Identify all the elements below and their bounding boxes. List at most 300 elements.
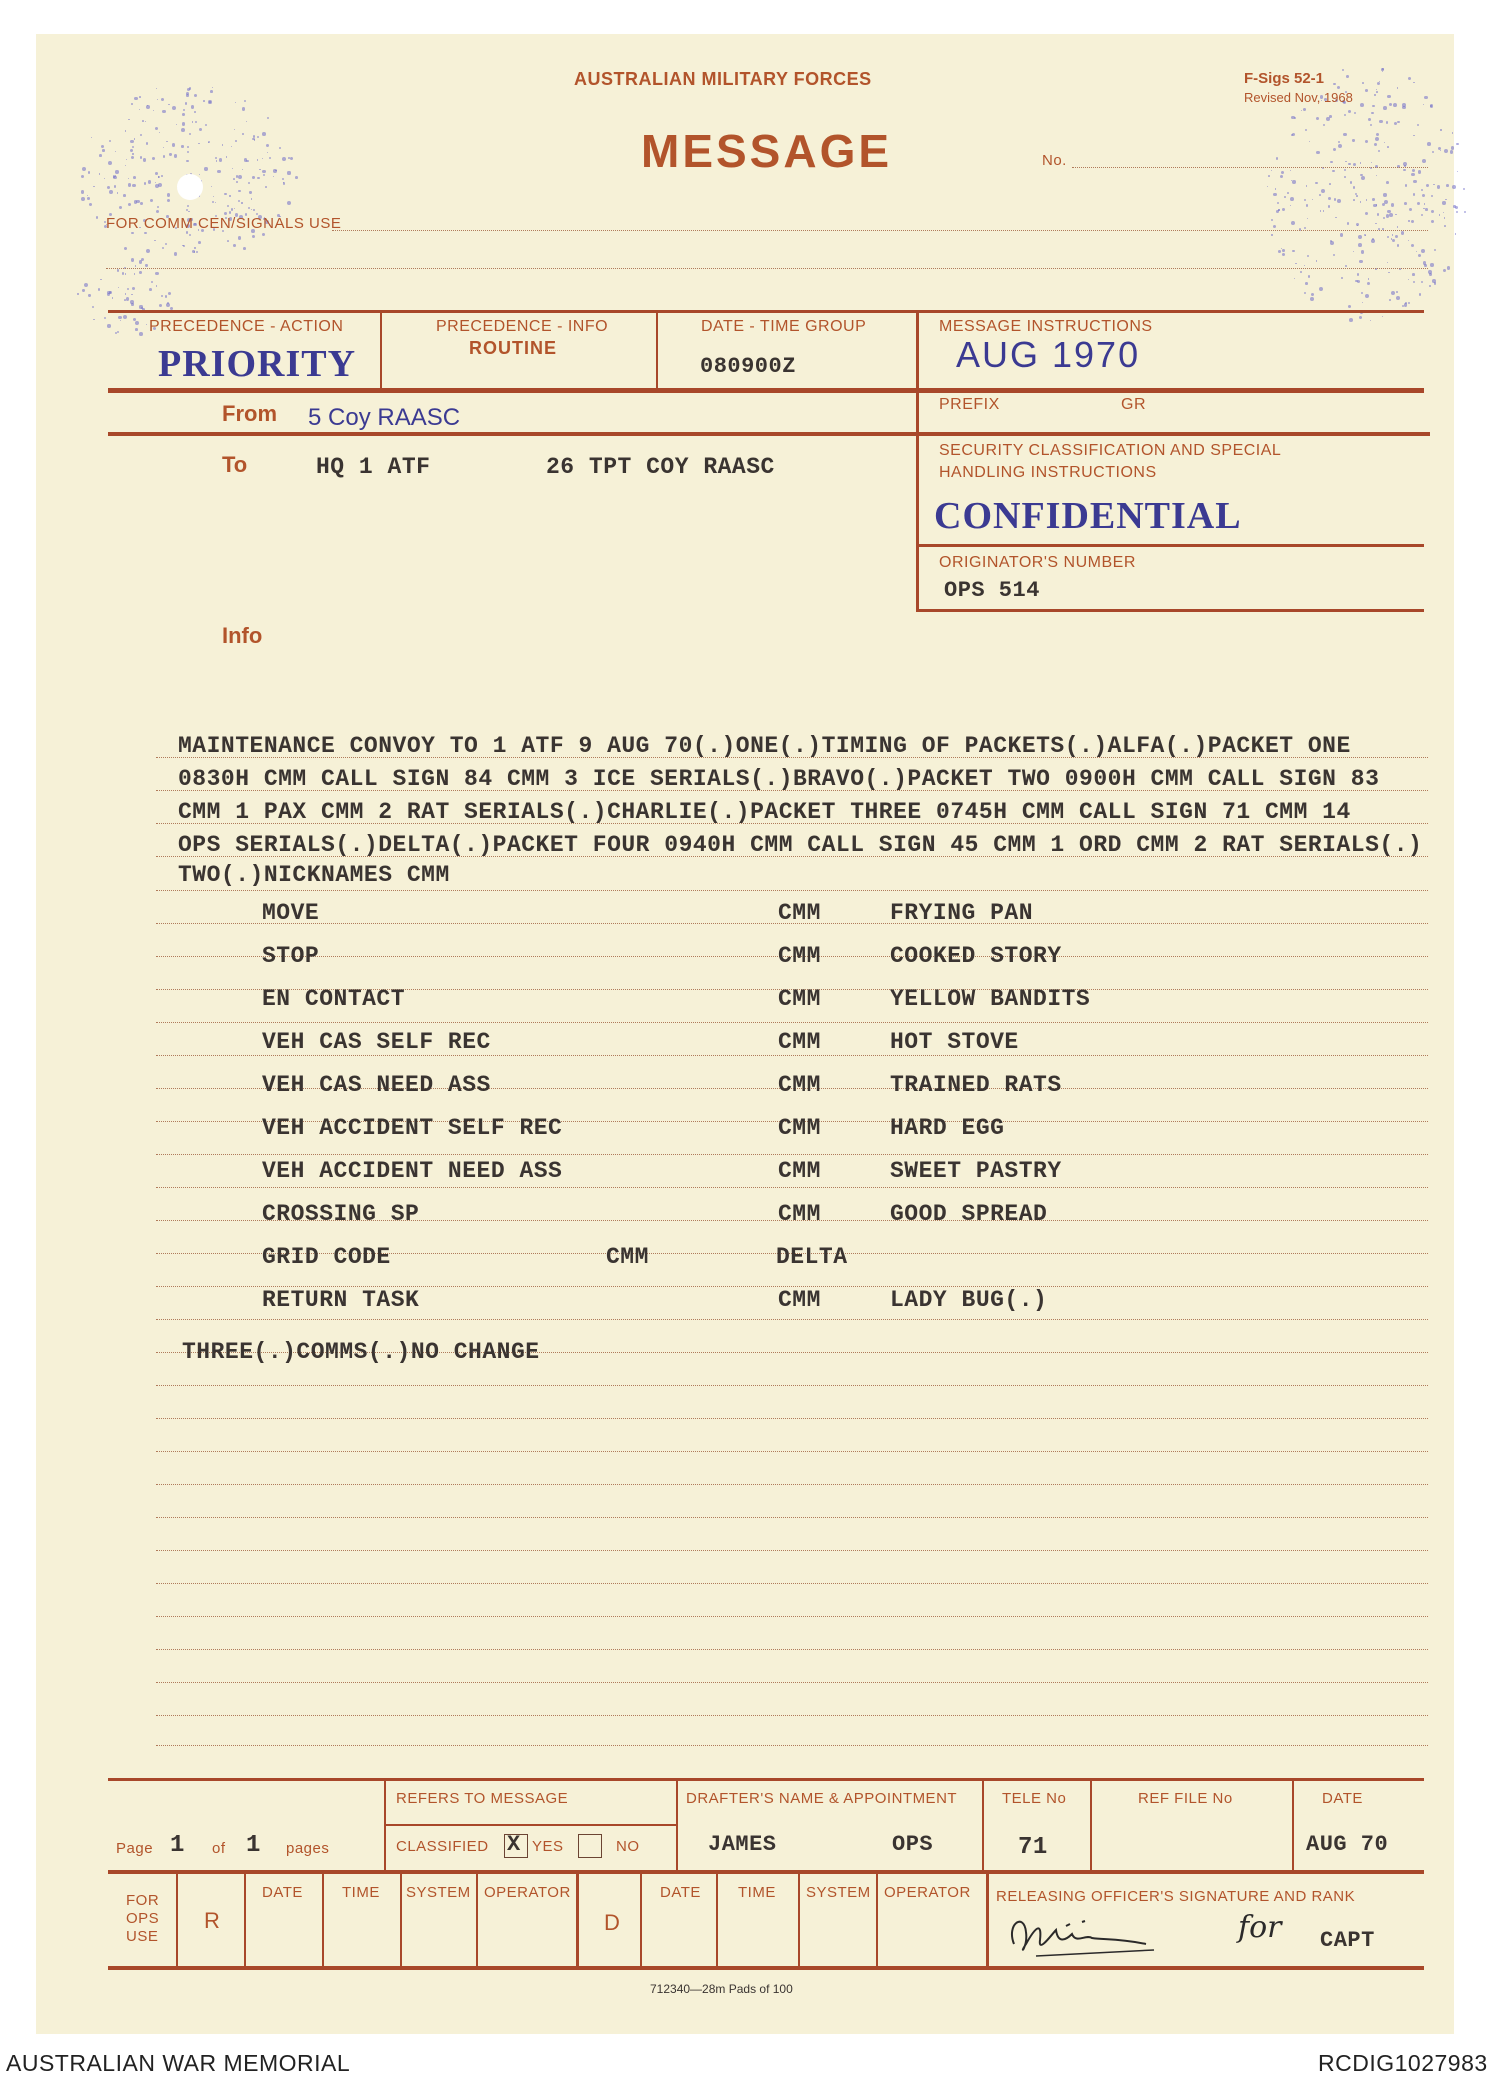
ink-speck	[1377, 82, 1380, 85]
ink-speck	[1358, 235, 1362, 239]
ink-speck	[1431, 195, 1433, 197]
ink-speck	[96, 216, 99, 219]
ink-speck	[1375, 223, 1377, 225]
ink-speck	[287, 171, 290, 174]
nickname-separator: CMM	[778, 1201, 821, 1227]
ink-speck	[1395, 214, 1397, 216]
ink-speck	[1413, 135, 1414, 136]
ink-speck	[248, 182, 250, 184]
ink-speck	[1323, 210, 1324, 211]
ink-speck	[1452, 132, 1453, 133]
ink-speck	[161, 295, 163, 297]
col-operator-1: OPERATOR	[484, 1884, 571, 1901]
ink-speck	[1397, 87, 1399, 89]
ruled-line	[156, 1682, 1428, 1683]
ruled-line	[156, 1517, 1428, 1518]
ink-speck	[172, 143, 176, 147]
ink-speck	[1439, 214, 1440, 215]
ink-speck	[128, 119, 130, 121]
ink-speck	[1368, 118, 1371, 121]
ink-speck	[145, 264, 147, 266]
classified-yes-checkbox[interactable]	[504, 1834, 528, 1858]
ink-speck	[1361, 176, 1365, 180]
ink-speck	[1348, 163, 1350, 165]
ink-speck	[162, 247, 165, 250]
comm-cen-field-2[interactable]	[106, 268, 1428, 269]
ink-speck	[1307, 255, 1309, 257]
ink-speck	[185, 102, 188, 105]
ink-speck	[142, 120, 144, 122]
ink-speck	[282, 157, 286, 161]
ink-speck	[130, 140, 133, 143]
no-label-bottom: NO	[616, 1838, 640, 1855]
ink-speck	[1422, 194, 1425, 197]
ink-speck	[1305, 129, 1307, 131]
ink-speck	[112, 297, 113, 298]
pages-label: pages	[286, 1840, 330, 1857]
ink-speck	[1267, 186, 1268, 187]
ink-speck	[126, 159, 127, 160]
ink-speck	[168, 104, 170, 106]
ink-speck	[1280, 175, 1283, 178]
body-line: OPS SERIALS(.)DELTA(.)PACKET FOUR 0940H CMM CALL SIGN 45 CMM 1 ORD CMM 2 RAT SERIALS(.)	[178, 832, 1423, 858]
ink-speck	[1392, 234, 1393, 235]
ink-speck	[131, 156, 134, 159]
ink-speck	[104, 178, 105, 179]
ink-speck	[232, 168, 233, 169]
ink-speck	[205, 124, 207, 126]
ink-speck	[87, 197, 90, 200]
ink-speck	[253, 135, 256, 138]
ink-speck	[155, 127, 158, 130]
ink-speck	[1295, 263, 1297, 265]
precedence-action-label: PRECEDENCE - ACTION	[149, 318, 344, 335]
nickname-code: HARD EGG	[890, 1115, 1005, 1141]
ink-speck	[131, 258, 134, 261]
ink-speck	[1444, 225, 1446, 227]
ink-speck	[1430, 263, 1433, 266]
ink-speck	[146, 249, 150, 253]
ink-speck	[122, 272, 124, 274]
dtg-label: DATE - TIME GROUP	[701, 318, 867, 335]
ink-speck	[1303, 108, 1306, 111]
ink-speck	[238, 190, 240, 192]
ink-speck	[181, 128, 185, 132]
nickname-term: VEH ACCIDENT SELF REC	[262, 1115, 563, 1141]
ink-speck	[1418, 170, 1421, 173]
precedence-info-label: PRECEDENCE - INFO	[436, 318, 609, 335]
nickname-term: RETURN TASK	[262, 1287, 420, 1313]
ruled-line	[156, 1055, 1428, 1056]
ink-speck	[1411, 244, 1414, 247]
ink-speck	[1300, 271, 1302, 273]
ink-speck	[134, 138, 135, 139]
ink-speck	[139, 332, 143, 336]
ink-speck	[130, 149, 134, 153]
ruled-line	[156, 1187, 1428, 1188]
ink-speck	[140, 202, 143, 205]
ink-speck	[273, 176, 274, 177]
archive-footer-left: AUSTRALIAN WAR MEMORIAL	[6, 2050, 351, 2076]
ink-speck	[244, 100, 246, 102]
ink-speck	[189, 234, 192, 237]
ink-speck	[89, 203, 92, 206]
ink-speck	[204, 167, 207, 170]
ink-speck	[1456, 143, 1458, 145]
ink-speck	[1375, 137, 1379, 141]
ink-speck	[1443, 212, 1444, 213]
ink-speck	[146, 105, 150, 109]
message-form-sheet	[36, 34, 1454, 2034]
ink-speck	[1287, 192, 1289, 194]
from-label: From	[222, 401, 277, 426]
ruled-line	[156, 1385, 1428, 1386]
ink-speck	[1455, 233, 1456, 234]
ruled-line	[156, 890, 1428, 891]
ink-speck	[241, 202, 242, 203]
comm-cen-field[interactable]	[332, 230, 1428, 231]
ink-speck	[262, 132, 266, 136]
ink-speck	[81, 175, 84, 178]
ink-speck	[1382, 316, 1383, 317]
ink-speck	[117, 269, 119, 271]
ink-speck	[181, 145, 183, 147]
ink-speck	[1337, 86, 1341, 90]
ink-speck	[1368, 278, 1370, 280]
ink-speck	[234, 208, 235, 209]
ink-speck	[188, 211, 189, 212]
ink-speck	[81, 190, 84, 193]
ink-speck	[242, 107, 245, 110]
ink-speck	[155, 272, 158, 275]
ink-speck	[196, 251, 198, 253]
ink-speck	[1365, 89, 1368, 92]
ink-speck	[124, 247, 127, 250]
ink-speck	[109, 190, 113, 194]
ink-speck	[182, 245, 183, 246]
comm-cen-label: FOR COMM CEN/SIGNALS USE	[106, 215, 342, 232]
ink-speck	[287, 201, 291, 205]
ink-speck	[1316, 117, 1319, 120]
ink-speck	[199, 128, 202, 131]
ink-speck	[262, 170, 266, 174]
ink-speck	[1447, 266, 1451, 270]
ink-speck	[1278, 209, 1280, 211]
ink-speck	[1434, 249, 1436, 251]
ink-speck	[104, 317, 106, 319]
ink-speck	[1374, 143, 1378, 147]
tele-label: TELE No	[1002, 1790, 1067, 1807]
ink-speck	[125, 293, 127, 295]
nickname-separator: CMM	[778, 1287, 821, 1313]
gr-label: GR	[1121, 396, 1146, 413]
ink-speck	[134, 273, 135, 274]
ink-speck	[1365, 294, 1369, 298]
body-line: TWO(.)NICKNAMES CMM	[178, 862, 450, 888]
ink-speck	[1376, 133, 1380, 137]
ink-speck	[257, 177, 260, 180]
ink-speck	[150, 199, 153, 202]
ink-speck	[158, 183, 162, 187]
ink-speck	[1312, 199, 1313, 200]
nickname-separator: CMM	[778, 1158, 821, 1184]
ink-speck	[1423, 104, 1424, 105]
ink-speck	[1387, 262, 1388, 263]
ink-speck	[1328, 205, 1331, 208]
ink-speck	[1271, 234, 1272, 235]
ink-speck	[84, 283, 88, 287]
org-name: AUSTRALIAN MILITARY FORCES	[574, 69, 872, 89]
ink-speck	[144, 232, 147, 235]
ink-speck	[133, 318, 136, 321]
ink-speck	[1354, 112, 1356, 114]
ink-speck	[1309, 141, 1310, 142]
nickname-code: YELLOW BANDITS	[890, 986, 1091, 1012]
ink-speck	[1397, 244, 1400, 247]
no-field[interactable]	[1072, 167, 1428, 168]
nickname-term: MOVE	[262, 900, 320, 926]
body-line: CMM 1 PAX CMM 2 RAT SERIALS(.)CHARLIE(.)PACKET THREE 0745H CMM CALL SIGN 71 CMM 14	[178, 799, 1351, 825]
ruled-line	[156, 1154, 1428, 1155]
ink-speck	[229, 195, 230, 196]
ink-speck	[115, 151, 117, 153]
ink-speck	[165, 295, 168, 298]
ink-speck	[233, 244, 236, 247]
ink-speck	[1359, 316, 1362, 319]
ink-speck	[1304, 292, 1306, 294]
ink-speck	[1421, 249, 1425, 253]
ink-speck	[1291, 134, 1293, 136]
ink-speck	[1335, 217, 1337, 219]
ink-speck	[216, 160, 218, 162]
nickname-separator: CMM	[778, 986, 821, 1012]
ink-speck	[1304, 227, 1306, 229]
form-title: MESSAGE	[641, 125, 893, 177]
ruled-line	[156, 1451, 1428, 1452]
ink-speck	[243, 247, 246, 250]
ink-speck	[161, 175, 163, 177]
ink-speck	[265, 186, 267, 188]
ink-speck	[131, 294, 133, 296]
ink-speck	[1330, 241, 1334, 245]
ink-speck	[199, 174, 200, 175]
ink-speck	[1281, 171, 1284, 174]
ink-speck	[1338, 144, 1342, 148]
ink-speck	[187, 205, 189, 207]
ink-speck	[1282, 208, 1285, 211]
ink-speck	[234, 129, 235, 130]
ink-speck	[1421, 281, 1423, 283]
signature-for: for	[1238, 1910, 1282, 1945]
ink-speck	[1304, 199, 1306, 201]
ink-speck	[1271, 170, 1272, 171]
ink-speck	[227, 205, 229, 207]
ink-speck	[128, 203, 131, 206]
ink-speck	[254, 139, 256, 141]
ink-speck	[182, 122, 186, 126]
ink-speck	[262, 233, 265, 236]
ruled-line	[156, 1616, 1428, 1617]
ink-speck	[248, 207, 250, 209]
ink-speck	[1290, 205, 1291, 206]
ink-speck	[1432, 151, 1435, 154]
ink-speck	[1421, 214, 1423, 216]
ink-speck	[165, 243, 168, 246]
ink-speck	[259, 169, 261, 171]
ruled-line	[156, 1715, 1428, 1716]
ink-speck	[1349, 318, 1353, 322]
nickname-term: EN CONTACT	[262, 986, 406, 1012]
nickname-term: CROSSING SP	[262, 1201, 420, 1227]
ink-speck	[1431, 210, 1434, 213]
ink-speck	[166, 141, 168, 143]
ink-speck	[187, 151, 189, 153]
ink-speck	[1389, 103, 1393, 107]
ink-speck	[114, 185, 116, 187]
security-stamp: CONFIDENTIAL	[934, 495, 1242, 537]
drafter-label: DRAFTER'S NAME & APPOINTMENT	[686, 1790, 958, 1807]
ink-speck	[222, 144, 223, 145]
ink-speck	[1424, 96, 1427, 99]
ink-speck	[88, 294, 90, 296]
ink-speck	[1412, 169, 1415, 172]
col-operator-2: OPERATOR	[884, 1884, 971, 1901]
releasing-officer-label: RELEASING OFFICER'S SIGNATURE AND RANK	[996, 1888, 1356, 1905]
ink-speck	[279, 147, 281, 149]
ink-speck	[118, 287, 119, 288]
ink-speck	[1306, 204, 1309, 207]
ink-speck	[1440, 150, 1441, 151]
ink-speck	[1347, 222, 1349, 224]
form-revised: Revised Nov, 1968	[1244, 90, 1353, 105]
ink-speck	[242, 169, 243, 170]
precedence-action-stamp: PRIORITY	[158, 343, 357, 385]
ink-speck	[192, 121, 194, 123]
ink-speck	[1412, 273, 1415, 276]
ink-speck	[246, 121, 247, 122]
ink-speck	[1445, 199, 1447, 201]
ink-speck	[1328, 197, 1331, 200]
ink-speck	[235, 102, 236, 103]
ruled-line	[156, 1418, 1428, 1419]
message-instructions-label: MESSAGE INSTRUCTIONS	[939, 318, 1153, 335]
nickname-separator: CMM	[778, 1115, 821, 1141]
ink-speck	[134, 200, 137, 203]
ink-speck	[139, 260, 142, 263]
ink-speck	[1268, 175, 1270, 177]
ink-speck	[1408, 220, 1409, 221]
ink-speck	[115, 170, 118, 173]
ink-speck	[1431, 220, 1434, 223]
r-label: R	[204, 1908, 220, 1933]
ink-speck	[155, 172, 158, 175]
ink-speck	[99, 173, 100, 174]
ink-speck	[1379, 120, 1383, 124]
ink-speck	[1416, 251, 1417, 252]
ink-speck	[144, 182, 146, 184]
ink-speck	[1384, 142, 1385, 143]
ink-speck	[1402, 103, 1406, 107]
ink-speck	[1344, 114, 1346, 116]
classified-no-checkbox[interactable]	[578, 1834, 602, 1858]
nickname-code: GOOD SPREAD	[890, 1201, 1048, 1227]
ink-speck	[213, 196, 215, 198]
ink-speck	[1330, 161, 1333, 164]
info-label: Info	[222, 623, 263, 648]
security-label-1: SECURITY CLASSIFICATION AND SPECIAL	[939, 442, 1282, 459]
ink-speck	[1359, 260, 1363, 264]
ink-speck	[198, 241, 201, 244]
ink-speck	[1391, 291, 1395, 295]
ink-speck	[1382, 71, 1383, 72]
ink-speck	[1315, 182, 1317, 184]
ink-speck	[186, 160, 188, 162]
ink-speck	[1456, 211, 1458, 213]
ink-speck	[169, 153, 171, 155]
ink-speck	[212, 87, 213, 88]
ink-speck	[1378, 150, 1380, 152]
of-label: of	[212, 1840, 226, 1857]
ink-speck	[92, 306, 94, 308]
archive-footer-right: RCDIG1027983	[1318, 2050, 1488, 2076]
ink-speck	[1353, 163, 1356, 166]
security-label-2: HANDLING INSTRUCTIONS	[939, 464, 1157, 481]
ink-speck	[1334, 198, 1336, 200]
ink-speck	[182, 113, 185, 116]
ink-speck	[1333, 83, 1336, 86]
ink-speck	[1450, 150, 1453, 153]
to-value-2: 26 TPT COY RAASC	[546, 454, 775, 480]
ruled-line	[156, 1319, 1428, 1320]
ink-speck	[131, 232, 134, 235]
drafter-appointment: OPS	[892, 1832, 934, 1857]
ink-speck	[132, 153, 133, 154]
ink-speck	[251, 198, 252, 199]
ink-speck	[145, 121, 146, 122]
page-label: Page	[116, 1840, 154, 1857]
nickname-code: COOKED STORY	[890, 943, 1062, 969]
ink-speck	[1271, 219, 1273, 221]
body-line: 0830H CMM CALL SIGN 84 CMM 3 ICE SERIALS(.)BRAVO(.)PACKET TWO 0900H CMM CALL SIGN 83	[178, 766, 1380, 792]
ink-speck	[192, 250, 195, 253]
ink-speck	[210, 90, 213, 93]
nickname-separator: CMM	[778, 900, 821, 926]
ink-speck	[102, 149, 104, 151]
ink-speck	[135, 321, 139, 325]
ink-speck	[1301, 110, 1302, 111]
ink-speck	[1383, 217, 1385, 219]
ink-speck	[1444, 149, 1448, 153]
ink-speck	[1284, 196, 1286, 198]
ink-speck	[117, 331, 120, 334]
form-code: F-Sigs 52-1	[1244, 70, 1325, 87]
ink-speck	[135, 265, 136, 266]
ink-speck	[119, 206, 122, 209]
ink-speck	[148, 180, 151, 183]
ink-speck	[238, 236, 241, 239]
ink-speck	[194, 94, 197, 97]
ink-speck	[163, 147, 165, 149]
ref-file-label: REF FILE No	[1138, 1790, 1233, 1807]
ink-speck	[174, 154, 178, 158]
ink-speck	[257, 159, 259, 161]
ink-speck	[117, 192, 119, 194]
ink-speck	[1329, 183, 1331, 185]
drafter-name: JAMES	[708, 1832, 777, 1857]
ink-speck	[1321, 189, 1325, 193]
ink-speck	[1344, 169, 1346, 171]
ink-speck	[267, 152, 268, 153]
